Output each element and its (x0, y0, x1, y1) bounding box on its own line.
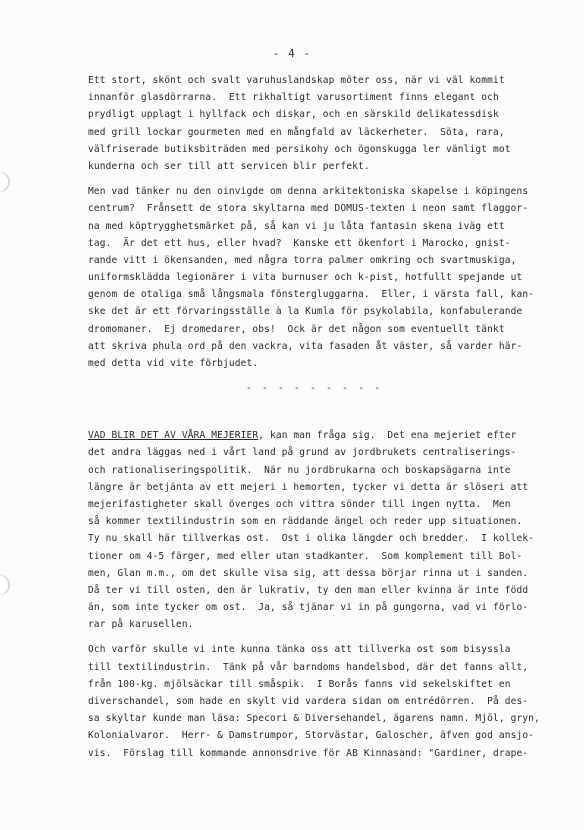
section-divider: - - - - - - - - - (245, 383, 383, 395)
paragraph (88, 427, 540, 633)
paragraph (88, 183, 540, 372)
text-line: mejerifastigheter skall överges och vittra sönder till ingen nytta. Men (88, 498, 511, 510)
text-line: och rationaliseringspolitik. När nu jordbrukarna och boskapsägarna inte (88, 464, 511, 476)
text-line: kunderna och ser till att servicen blir perfekt. (88, 160, 370, 172)
text-line (88, 427, 540, 444)
text-line: det andra läggas ned i vårt land på grund av jordbrukets centraliserings- (88, 447, 517, 459)
text-line: än, som inte tycker om ost. Ja, så tjänar vi in på gungorna, vad vi förlo- (88, 602, 529, 614)
punch-hole (0, 172, 10, 192)
paragraph (88, 72, 540, 175)
text-line: sa skyltar kunde man läsa: Specori & Diversehandel, ägarens namn. Mjöl, gryn, (88, 713, 540, 725)
section-heading: VAD BLIR DET AV VÅRA MEJERIER (88, 430, 259, 442)
page-number: - 4 - (272, 47, 312, 60)
punch-hole (0, 575, 10, 595)
text-line: men, Glan m.m., om det skulle visa sig, att dessa börjar rinna ut i sanden. (88, 567, 529, 579)
text-line: innanför glasdörrarna. Ett rikhaltigt varusortiment finns elegant och (88, 92, 499, 104)
text-line: Men vad tänker nu den oinvigde om denna arkitektoniska skapelse i köpingens (88, 186, 529, 198)
text-line: välfriserade butiksbiträden med persikohy och ögonskugga ler vänligt mot (88, 143, 511, 155)
text-line: Kolonialvaror. Herr- & Damstrumpor, Storvästar, Galoscher, äfven god ansjo- (88, 730, 535, 742)
text-line: tioner om 4-5 färger, med eller utan stadkanter. Som komplement till Bol- (88, 550, 523, 562)
text-line: centrum? Frånsett de stora skyltarna med DOMUS-texten i neon samt flaggor- (88, 203, 529, 215)
text-fragment: , kan man fråga sig. Det ena mejeriet efter (258, 430, 517, 442)
text-line: rar på karusellen. (88, 619, 194, 631)
text-line: Ty nu skall här tillverkas ost. Ost i olika längder och bredder. I kollek- (88, 533, 535, 545)
text-line: tag. Är det ett hus, eller hvad? Kanske ett ökenfort i Marocko, gnist- (88, 237, 511, 249)
text-line: ske det är ett förvaringsställe à la Kumla för psykolabila, konfabulerande (88, 306, 523, 318)
body-text (88, 72, 540, 770)
text-line: med detta vid vite förbjudet. (88, 358, 259, 369)
text-line: prydligt upplagt i hyllfack och diskar, och en särskild delikatessdisk (88, 109, 499, 121)
text-line: med grill lockar gourmeten med en mångfald av läckerheter. Söta, rara, (88, 126, 505, 138)
text-line: Och varför skulle vi inte kunna tänka oss att tillverka ost som bisyssla (88, 644, 511, 656)
text-line: längre är betjänta av ett mejeri i hemorten, tycker vi detta är slöseri att (88, 481, 529, 493)
text-line: na med köptrygghetsmärket på, så kan vi ju låta fantasin skena iväg ett (88, 220, 505, 232)
text-line: att skriva phula ord på den vackra, vita fasaden åt väster, så varder här- (88, 340, 523, 352)
text-line: från 100-kg. mjölsäckar till småspik. I Borås fanns vid sekelskiftet en (88, 678, 511, 690)
text-line: dromomaner. Ej dromedarer, obs! Ock är det någon som eventuellt tänkt (88, 323, 505, 335)
text-line: vis. Förslag till kommande annonsdrive för AB Kinnasand: "Gardiner, drape- (88, 747, 529, 759)
text-line: genom de otaliga små långsmala fönstergluggarna. Eller, i värsta fall, kan- (88, 289, 535, 301)
text-line: rande vitt i ökensanden, med några torra palmer omkring och svartmuskiga, (88, 254, 517, 266)
text-line: till textilindustrin. Tänk på vår barndoms handelsbod, där det fanns allt, (88, 661, 529, 673)
text-line: så kommer textilindustrin som en räddande ängel och reder upp situationen. (88, 516, 523, 528)
text-line: Då ter vi till osten, den är lukrativ, ty den man eller kvinna är inte född (88, 584, 529, 596)
text-line: uniformsklädda legionärer i vita burnuser och k-pist, hotfullt spejande ut (88, 272, 523, 284)
paragraph (88, 641, 540, 761)
text-line: diverschandel, som hade en skylt vid vardera sidan om entrédörren. På des- (88, 696, 529, 707)
text-line: Ett stort, skönt och svalt varuhuslandskap möter oss, när vi väl kommit (88, 75, 505, 86)
